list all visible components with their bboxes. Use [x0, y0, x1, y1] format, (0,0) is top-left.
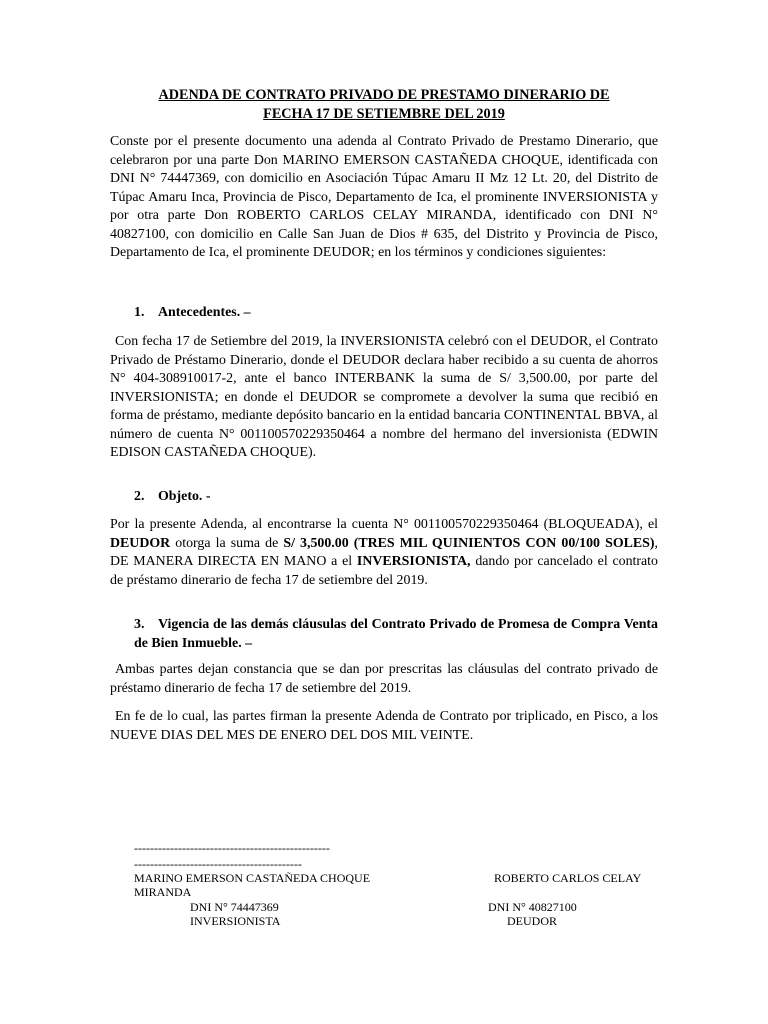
section-2-text: dando por cancelado el contrato de préstamo dinerario de fecha 17 de setiembre del 2019.: [110, 554, 658, 588]
section-2-body: [110, 516, 658, 590]
signature-line-2: ------------------------------------------: [134, 857, 302, 871]
section-2-text: Por la presente Adenda, al encontrarse la cuenta N° 001100570229350464 (BLOQUEADA), el: [110, 517, 658, 532]
inversionista-bold: INVERSIONISTA,: [356, 554, 471, 569]
document-title: [110, 86, 658, 124]
section-3-heading: [134, 615, 658, 653]
party-1-name: MARINO EMERSON CASTAÑEDA CHOQUE: [134, 871, 371, 885]
party-1-role: INVERSIONISTA: [190, 914, 281, 928]
intro-paragraph: Conste por el presente documento una adenda al Contrato Privado de Prestamo Dinerario, que celebraron por una parte Don MARINO EMERSON CASTAÑEDA CHOQUE, identificada con DNI N° 74447369, con domicilio en Asociación Túpac Amaru II Mz 12 Lt. 20, del Distrito de Túpac Amaru Inca, Provincia de Pisco, Departamento de Ica, el prominente INVERSIONISTA y por otra parte Don ROBERTO CARLOS CELAY MIRANDA, identificado con DNI N° 40827100, con domicilio en Calle San Juan de Dios # 635, del Distrito y Provincia de Pisco, Departamento de Ica, el prominente DEUDOR; en los términos y condiciones siguientes:: [110, 134, 658, 260]
closing-paragraph: En fe de lo cual, las partes firman la presente Adenda de Contrato por triplicado, en Pisco, a los NUEVE DIAS DEL MES DE ENERO DEL DOS MIL VEINTE.: [110, 709, 658, 743]
signature-line-1: -------------------------------------------------: [134, 841, 330, 855]
deudor-bold: DEUDOR: [110, 535, 171, 551]
section-3-title: Vigencia de las demás cláusulas del Contrato Privado de Promesa de Compra Venta de Bien Inmueble. –: [134, 617, 658, 651]
section-1-body: Con fecha 17 de Setiembre del 2019, la INVERSIONISTA celebró con el DEUDOR, el Contrato Privado de Préstamo Dinerario, donde el DEUDOR declara haber recibido a su cuenta de ahorros N° 404-308910017-2, ante el banco INTERBANK la suma de S/ 3,500.00, por parte del INVERSIONISTA; en donde el DEUDOR se compromete a devolver la suma que recibió en forma de préstamo, mediante depósito bancario en la entidad bancaria CONTINENTAL BBVA, al número de cuenta N° 001100570229350464 a nombre del hermano del inversionista (EDWIN EDISON CASTAÑEDA CHOQUE).: [110, 334, 658, 460]
party-2-name-continued: MIRANDA: [134, 885, 192, 899]
party-1-dni: DNI N° 74447369: [190, 900, 279, 914]
section-2-heading: [134, 488, 210, 506]
section-2-text: otorga la suma de: [170, 535, 284, 551]
section-3-body: Ambas partes dejan constancia que se dan por prescritas las cláusulas del contrato privado de préstamo dinerario de fecha 17 de setiembre del 2019.: [110, 662, 658, 696]
party-2-name: ROBERTO CARLOS CELAY: [494, 871, 642, 885]
party-2-role: DEUDOR: [507, 914, 557, 928]
section-2-number: 2.: [134, 489, 145, 504]
title-line-2: FECHA 17 DE SETIEMBRE DEL 2019: [263, 106, 505, 122]
section-2-title: Objeto. -: [158, 489, 211, 504]
section-3-number: 3.: [134, 617, 145, 632]
section-1-number: 1.: [134, 305, 145, 320]
party-2-dni: DNI N° 40827100: [488, 900, 577, 914]
section-2-text: , DE MANERA DIRECTA EN MANO a el: [110, 535, 658, 569]
title-line-1: ADENDA DE CONTRATO PRIVADO DE PRESTAMO DINERARIO DE: [158, 87, 610, 103]
section-1-heading: [134, 304, 251, 322]
amount-bold: S/ 3,500.00 (TRES MIL QUINIENTOS CON 00/100 SOLES): [283, 535, 655, 551]
section-1-title: Antecedentes. –: [158, 305, 251, 320]
